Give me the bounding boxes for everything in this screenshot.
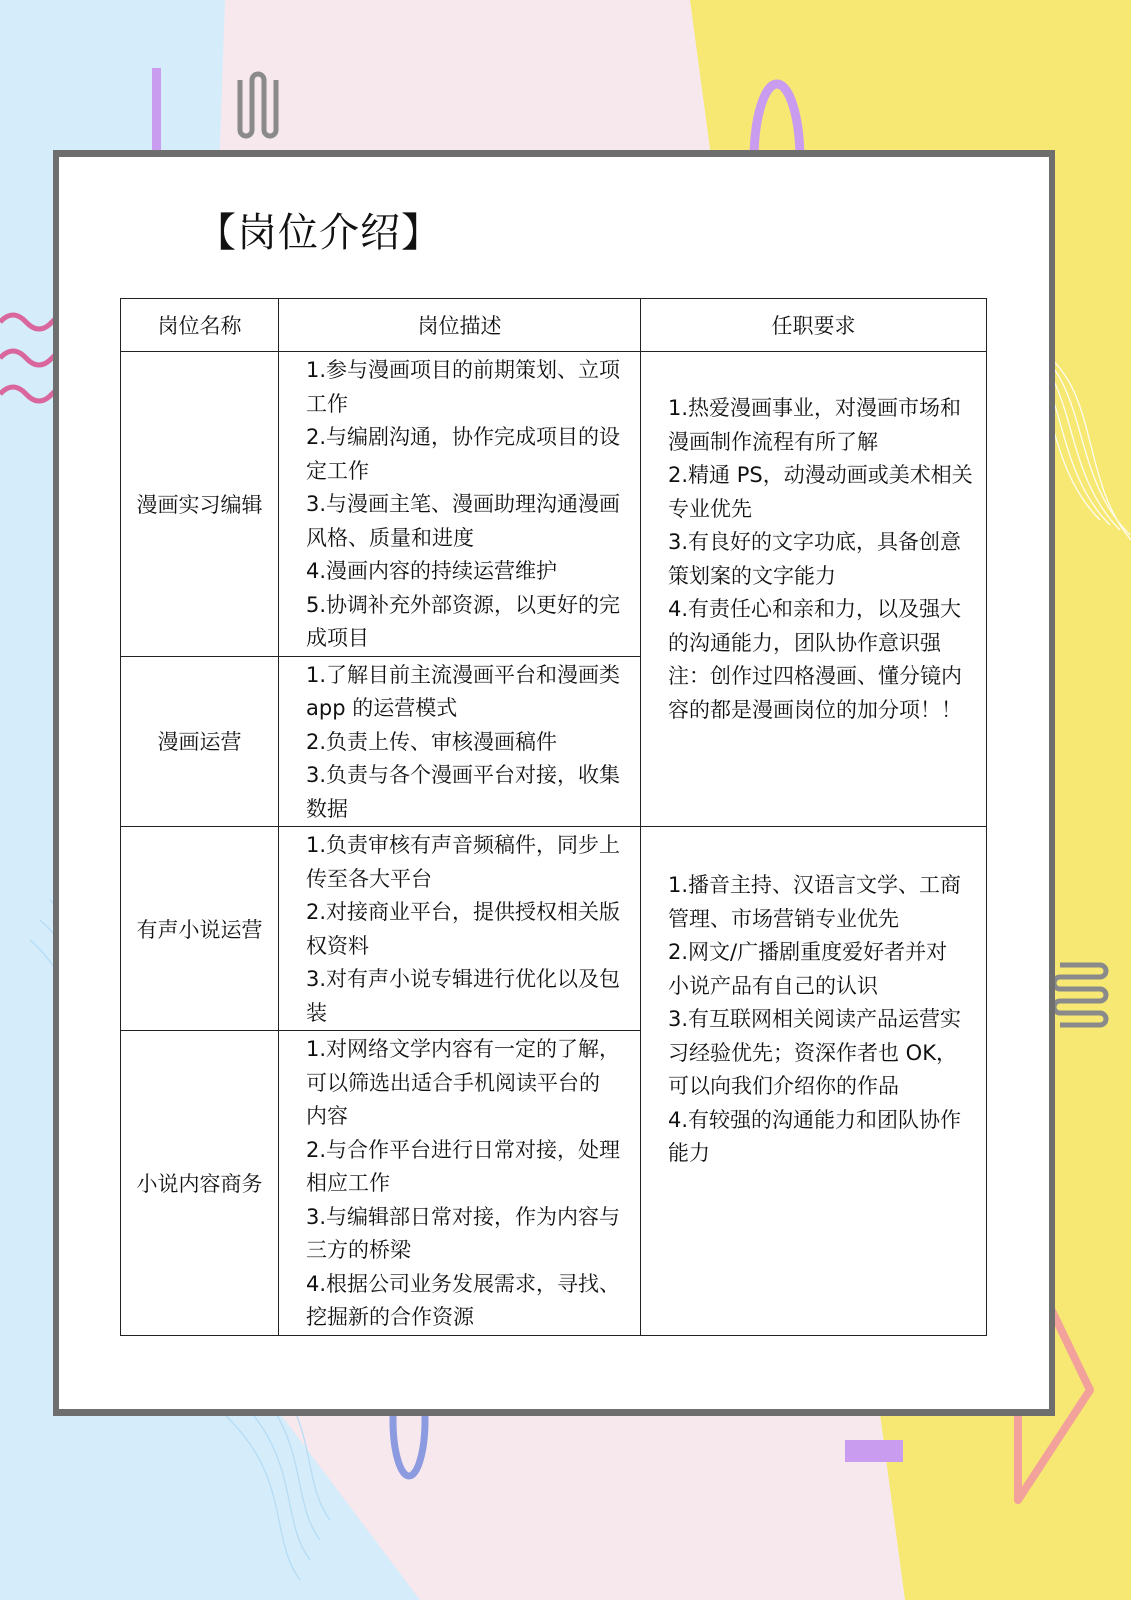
description-line: 相应工作 — [306, 1171, 390, 1195]
description-line: 4.漫画内容的持续运营维护 — [306, 559, 558, 583]
position-name: 漫画实习编辑 — [121, 352, 279, 657]
position-description — [279, 656, 641, 827]
requirement-line: 2.精通 PS，动漫动画或美术相关 — [668, 463, 973, 487]
position-requirements — [641, 827, 987, 1336]
requirement-line: 的沟通能力，团队协作意识强 — [668, 630, 941, 655]
position-description — [279, 827, 641, 1031]
position-requirements — [641, 352, 987, 827]
table-header-row — [121, 299, 987, 352]
requirement-line: 容的都是漫画岗位的加分项！！ — [668, 697, 962, 722]
position-name: 小说内容商务 — [121, 1031, 279, 1336]
description-line: 2.与编剧沟通，协作完成项目的设 — [306, 425, 621, 449]
description-line: 内容 — [306, 1104, 348, 1128]
header-requirements: 任职要求 — [641, 299, 987, 352]
header-position-description: 岗位描述 — [279, 299, 641, 352]
description-line: 4.根据公司业务发展需求，寻找、 — [306, 1271, 621, 1296]
description-line: 数据 — [306, 796, 348, 821]
requirement-line: 习经验优先；资深作者也 OK， — [668, 1040, 957, 1065]
requirement-line: 能力 — [668, 1141, 710, 1165]
description-line: 成项目 — [306, 626, 369, 650]
description-line: 1.对网络文学内容有一定的了解， — [306, 1037, 621, 1061]
description-line: 2.负责上传、审核漫画稿件 — [306, 729, 558, 754]
description-line: 1.负责审核有声音频稿件，同步上 — [306, 833, 621, 857]
requirement-line: 专业优先 — [668, 496, 752, 521]
position-description — [279, 1031, 641, 1336]
description-line: 传至各大平台 — [306, 866, 432, 891]
description-line: 定工作 — [306, 458, 369, 483]
requirement-line: 3.有良好的文字功底，具备创意 — [668, 530, 962, 554]
description-line: 挖掘新的合作资源 — [306, 1305, 474, 1329]
requirement-line: 2.网文/广播剧重度爱好者并对 — [668, 940, 948, 964]
description-line: 3.与编辑部日常对接，作为内容与 — [306, 1204, 621, 1229]
requirement-line: 1.播音主持、汉语言文学、工商 — [668, 873, 962, 897]
description-line: 工作 — [306, 391, 348, 416]
position-description — [279, 352, 641, 657]
requirement-line: 3.有互联网相关阅读产品运营实 — [668, 1007, 962, 1031]
description-line: 风格、质量和进度 — [306, 525, 474, 550]
requirement-line: 漫画制作流程有所了解 — [668, 429, 878, 454]
requirement-line: 4.有较强的沟通能力和团队协作 — [668, 1107, 962, 1132]
description-line: 5.协调补充外部资源，以更好的完 — [306, 592, 621, 617]
requirement-line: 可以向我们介绍你的作品 — [668, 1074, 899, 1098]
table-row — [121, 352, 987, 657]
description-line: 权资料 — [306, 933, 369, 958]
requirement-line: 策划案的文字能力 — [668, 563, 836, 588]
requirement-line: 注：创作过四格漫画、懂分镜内 — [668, 664, 962, 688]
position-name: 漫画运营 — [121, 656, 279, 827]
description-line: 1.参与漫画项目的前期策划、立项 — [306, 358, 621, 382]
requirement-line: 4.有责任心和亲和力，以及强大 — [668, 597, 962, 621]
table-row — [121, 827, 987, 1031]
description-line: 3.对有声小说专辑进行优化以及包 — [306, 967, 621, 991]
description-line: 2.与合作平台进行日常对接，处理 — [306, 1137, 621, 1162]
page-title: 【岗位介绍】 — [196, 210, 442, 256]
requirement-line: 管理、市场营销专业优先 — [668, 906, 899, 931]
description-line: 3.与漫画主笔、漫画助理沟通漫画 — [306, 492, 621, 516]
description-line: 2.对接商业平台，提供授权相关版 — [306, 900, 621, 924]
description-line: app 的运营模式 — [306, 696, 458, 720]
position-name: 有声小说运营 — [121, 827, 279, 1031]
description-line: 可以筛选出适合手机阅读平台的 — [306, 1070, 600, 1095]
description-line: 3.负责与各个漫画平台对接，收集 — [306, 763, 621, 787]
requirement-line: 1.热爱漫画事业，对漫画市场和 — [668, 396, 962, 420]
description-line: 三方的桥梁 — [306, 1238, 411, 1262]
description-line: 1.了解目前主流漫画平台和漫画类 — [306, 662, 621, 687]
description-line: 装 — [306, 1000, 327, 1025]
requirement-line: 小说产品有自己的认识 — [668, 973, 878, 998]
job-table — [120, 298, 987, 1336]
header-position-name: 岗位名称 — [121, 299, 279, 352]
